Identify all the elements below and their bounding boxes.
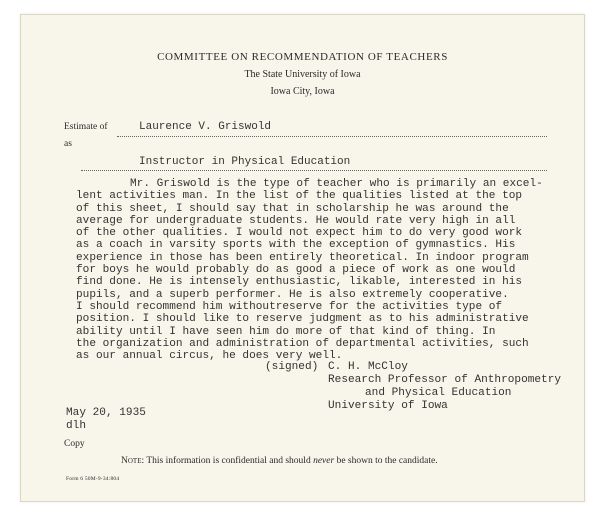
- recommendation-body: [76, 178, 543, 362]
- body-line: of this sheet, I should say that in scholarship he was around the: [76, 202, 509, 215]
- body-line: I should recommend him withoutreserve for the activities type of: [76, 300, 503, 313]
- position-title: Instructor in Physical Education: [139, 156, 351, 168]
- note-emphasis: never: [313, 456, 335, 466]
- candidate-name: Laurence V. Griswold: [139, 121, 272, 133]
- note-text-before: This information is confidential and should: [144, 456, 314, 466]
- note-text-after: be shown to the candidate.: [334, 456, 438, 466]
- body-line: lent activities man. In the list of the qualities listed at the top: [76, 190, 523, 203]
- body-line: pupils, and a superb performer. He is also extremely cooperative.: [76, 288, 509, 301]
- estimate-rule: [117, 136, 547, 137]
- body-line: position. I should like to reserve judgment as to his administrative: [76, 313, 529, 326]
- signer-title-line2: and Physical Education: [365, 387, 512, 399]
- body-line: of the other qualities. I would not expect him to do very good work: [76, 227, 523, 240]
- signer-name: C. H. McCloy: [328, 361, 408, 373]
- signer-institution: University of Iowa: [328, 400, 448, 412]
- body-line: experience in those has been entirely theoretical. In indoor program: [76, 251, 529, 264]
- body-line: ability until I have seen him do more of that kind of thing. In: [76, 325, 496, 338]
- body-line: as a coach in varsity sports with the exception of gymnastics. His: [76, 239, 516, 252]
- typist-initials: dlh: [66, 420, 86, 432]
- body-line: find done. He is intensely enthusiastic, likable, interested in his: [76, 276, 523, 289]
- university-name: The State University of Iowa: [244, 69, 361, 80]
- university-location: Iowa City, Iowa: [270, 86, 335, 97]
- body-line: for boys he would probably do as good a piece of work as one would: [76, 264, 516, 277]
- body-line: Mr. Griswold is the type of teacher who is primarily an excel-: [130, 178, 543, 190]
- letter-date: May 20, 1935: [66, 407, 146, 419]
- estimate-label: Estimate of: [64, 122, 108, 132]
- signed-marker: (signed): [265, 361, 319, 373]
- signer-title-line1: Research Professor of Anthropometry: [328, 374, 562, 386]
- confidentiality-note: [121, 456, 438, 466]
- position-rule: [81, 170, 547, 171]
- body-line: the organization and administration of departmental activities, such: [76, 337, 529, 350]
- copy-label: Copy: [64, 439, 85, 449]
- body-line: as our annual circus, he does very well.: [76, 350, 343, 363]
- note-prefix: Note:: [121, 456, 145, 466]
- committee-heading: COMMITTEE ON RECOMMENDATION OF TEACHERS: [157, 51, 448, 63]
- form-number: Form 6 50M-9-34:804: [66, 476, 120, 482]
- body-line: average for undergraduate students. He would rate very high in all: [76, 214, 516, 227]
- document-page: [20, 14, 585, 502]
- position-label: as: [64, 139, 72, 149]
